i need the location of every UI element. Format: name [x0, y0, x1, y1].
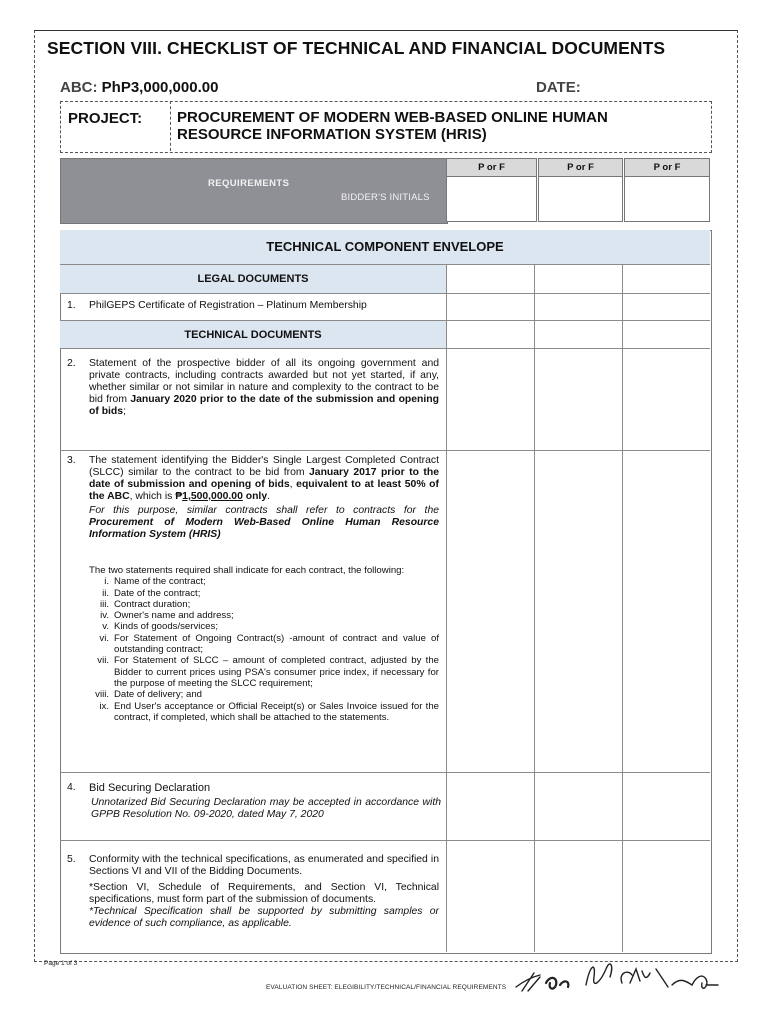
abc-value: PhP3,000,000.00: [101, 79, 219, 96]
page-number: Page 1 of 3: [44, 960, 78, 967]
item-number: 1.: [67, 300, 76, 311]
item-text: PhilGEPS Certificate of Registration – Platinum Membership: [89, 300, 367, 311]
item-text-part: Statement of the prospective bidder of all its ongoing government and private contracts, including contracts awarded but not yet started, if any, whether similar or not similar in nature and complexity to the contract to be bid from: [89, 358, 439, 405]
list-item: [89, 588, 439, 599]
row-divider: [60, 348, 710, 349]
item-text-part: The statement identifying the Bidder's Single Largest Completed Contract (SLCC) similar to the contract to be bid from: [89, 455, 439, 478]
bidders-initials-label: BIDDER'S INITIALS: [341, 192, 430, 203]
list-text: Date of delivery; and: [114, 689, 202, 701]
item-text: [89, 455, 439, 503]
pf-header-3: P or F: [625, 159, 709, 177]
signature-stroke: [546, 978, 568, 989]
technical-section-title: TECHNICAL COMPONENT ENVELOPE: [60, 230, 710, 265]
item-list-block: [89, 565, 439, 723]
item-italic-note: [89, 505, 439, 541]
item-text-part: , which is: [129, 491, 173, 502]
list-number: ix.: [99, 700, 109, 712]
project-separator: [170, 101, 171, 151]
checklist-item-2: [67, 358, 439, 418]
pf-column-1: [446, 158, 537, 222]
row-divider: [60, 293, 710, 294]
item-text: Bid Securing Declaration: [89, 782, 211, 794]
list-text: Date of the contract;: [114, 587, 201, 599]
pf-column-3: [624, 158, 710, 222]
item-number: 5.: [67, 854, 76, 865]
list-item: [89, 599, 439, 610]
pf-header-2: P or F: [539, 159, 622, 177]
signature-stroke: [672, 976, 718, 988]
checklist-item-5: [67, 854, 439, 930]
list-text: Name of the contract;: [114, 576, 206, 588]
item-number: 3.: [67, 455, 76, 466]
list-text: For Statement of SLCC – amount of completed contract, adjusted by the Bidder to current prices using PSA's consumer price index, if necessary for the purpose of meeting the SLCC requirement;: [114, 655, 439, 689]
pf-header-1: P or F: [447, 159, 536, 177]
checklist-item-3: [67, 455, 439, 723]
item-text-part: ;: [123, 406, 126, 417]
item-italic-note: Unnotarized Bid Securing Declaration may be accepted in accordance with GPPB Resolution No. 09-2020, dated May 7, 2020: [91, 797, 441, 820]
requirements-label: REQUIREMENTS: [208, 178, 290, 189]
item-text: [89, 358, 439, 418]
item-number: 4.: [67, 782, 76, 793]
item-text-bold: equivalent to at least 50% of the ABC: [89, 479, 439, 502]
list-number: v.: [102, 621, 109, 633]
legal-documents-title: LEGAL DOCUMENTS: [60, 265, 446, 293]
list-text: For Statement of Ongoing Contract(s) -amount of contract and value of outstanding contract;: [114, 632, 439, 656]
date-label: DATE:: [536, 79, 581, 96]
project-name-line-1: PROCUREMENT OF MODERN WEB-BASED ONLINE HUMAN: [177, 109, 608, 126]
item-amount: 1,500,000.00: [182, 491, 243, 502]
item-number: 2.: [67, 358, 76, 369]
list-item: [89, 610, 439, 621]
list-number: vi.: [99, 632, 109, 644]
list-number: vii.: [97, 655, 109, 667]
row-divider: [60, 450, 710, 451]
item-text-part: .: [267, 491, 270, 502]
checklist-item-1: [67, 300, 439, 312]
technical-documents-title: TECHNICAL DOCUMENTS: [60, 321, 446, 349]
list-item: [89, 689, 439, 700]
list-item: [89, 655, 439, 689]
column-divider: [622, 264, 623, 952]
project-name: [177, 109, 707, 143]
list-intro: The two statements required shall indicate for each contract, the following:: [89, 565, 405, 576]
list-item: [89, 701, 439, 724]
list-number: viii.: [95, 689, 109, 701]
item-text-part: ,: [289, 479, 293, 490]
signature-stroke: [656, 969, 668, 987]
abc-row: [60, 79, 218, 96]
item-text-italic: For this purpose, similar contracts shall refer to contracts for the: [89, 505, 439, 516]
contract-detail-list: [89, 576, 439, 723]
signature-stroke: [586, 964, 612, 985]
abc-label: ABC:: [60, 79, 98, 96]
column-divider: [446, 264, 447, 952]
item-text-bold: January 2017 prior to the date of submission and opening of bids: [89, 467, 440, 490]
list-number: iv.: [100, 610, 109, 622]
list-text: Kinds of goods/services;: [114, 621, 218, 633]
row-divider: [60, 772, 710, 773]
item-italic-note: *Technical Specification shall be supported by submitting samples or evidence of such compliance, as applicable.: [89, 906, 439, 929]
item-text-bold: January 2020 prior to the date of the submission and opening of bids: [89, 394, 439, 417]
list-item: [89, 621, 439, 632]
item-text-bold: only: [245, 491, 268, 502]
section-title: SECTION VIII. CHECKLIST OF TECHNICAL AND FINANCIAL DOCUMENTS: [47, 38, 666, 58]
list-text: Owner's name and address;: [114, 610, 234, 622]
requirements-header: [60, 158, 448, 224]
pf-column-2: [538, 158, 623, 222]
list-number: iii.: [99, 598, 109, 610]
list-text: Contract duration;: [114, 598, 191, 610]
item-note: *Section VI, Schedule of Requirements, and Section VI, Technical specifications, must form part of the submission of documents.: [89, 882, 439, 905]
peso-sign: ₱: [175, 491, 183, 502]
list-number: ii.: [102, 587, 109, 599]
footer-text: EVALUATION SHEET: ELEGIBILITY/TECHNICAL/FINANCIAL REQUIREMENTS: [266, 984, 507, 991]
checklist-item-4: [67, 782, 441, 821]
project-name-line-2: RESOURCE INFORMATION SYSTEM (HRIS): [177, 126, 487, 143]
item-text-bold-italic: Procurement of Modern Web-Based Online Human Resource Information System (HRIS): [89, 517, 439, 540]
list-text: End User's acceptance or Official Receipt(s) or Sales Invoice issued for the contract, if completed, which shall be attached to the statements.: [114, 700, 439, 723]
list-number: i.: [104, 576, 109, 588]
column-divider: [534, 264, 535, 952]
signature-stroke: [516, 973, 540, 991]
signature-stroke: [621, 969, 650, 983]
list-item: [89, 633, 439, 656]
row-divider: [60, 840, 710, 841]
signature-initials: [510, 955, 725, 1000]
list-item: [89, 576, 439, 587]
project-label: PROJECT:: [68, 110, 143, 127]
item-text: Conformity with the technical specifications, as enumerated and specified in Sections VI and VII of the Bidding Documents.: [89, 854, 439, 877]
